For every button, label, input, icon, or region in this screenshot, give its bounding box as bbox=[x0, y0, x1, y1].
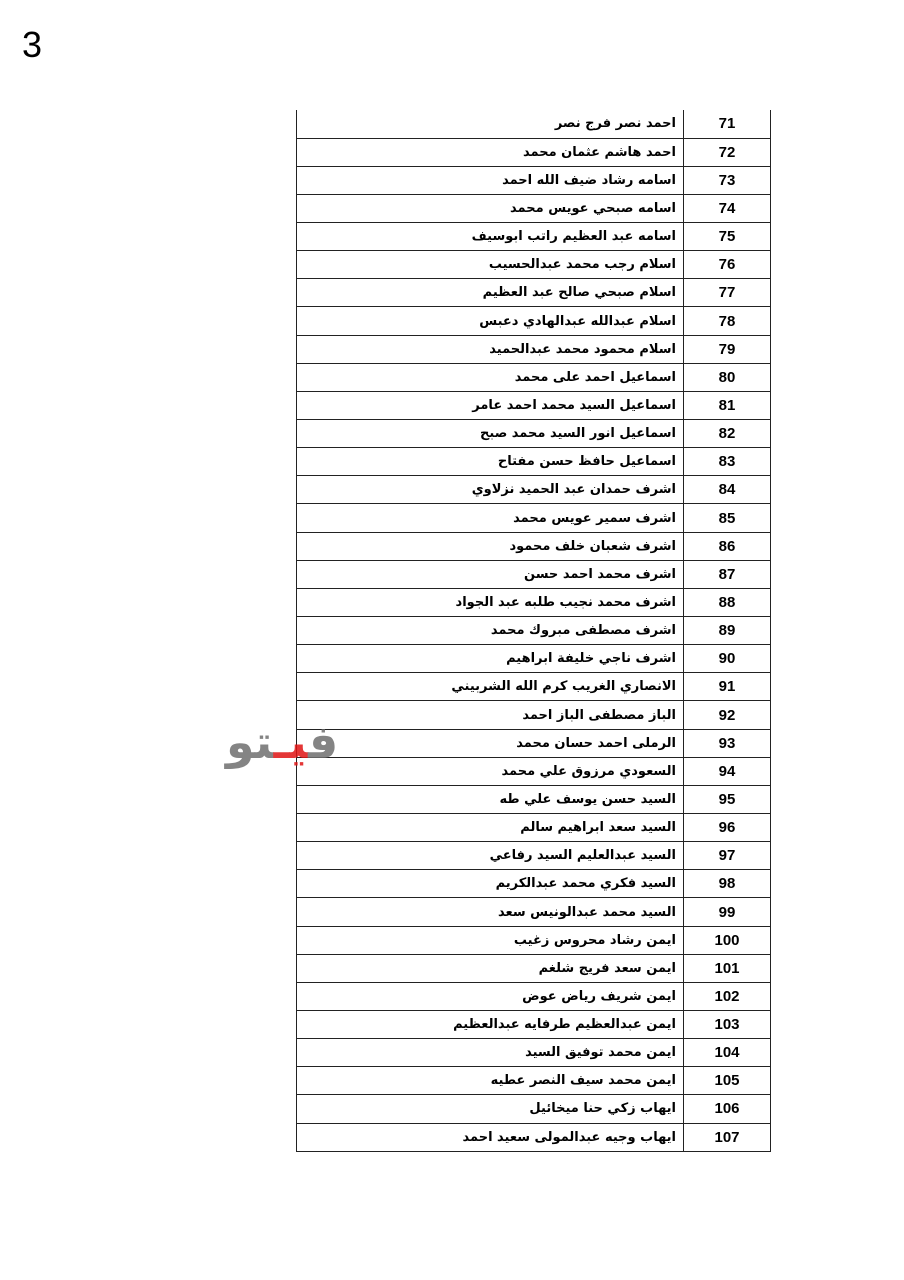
row-number: 85 bbox=[684, 504, 771, 532]
table-row bbox=[297, 448, 771, 476]
table-row bbox=[297, 335, 771, 363]
table-row bbox=[297, 476, 771, 504]
row-name: اشرف محمد احمد حسن bbox=[297, 560, 684, 588]
names-table bbox=[296, 110, 771, 1152]
table-row bbox=[297, 194, 771, 222]
row-number: 92 bbox=[684, 701, 771, 729]
row-name: ايمن محمد توفيق السيد bbox=[297, 1039, 684, 1067]
watermark-part-2: يـ bbox=[273, 715, 309, 769]
row-name: اسامه صبحي عويس محمد bbox=[297, 194, 684, 222]
table-row bbox=[297, 842, 771, 870]
row-number: 86 bbox=[684, 532, 771, 560]
row-name: السعودي مرزوق علي محمد bbox=[297, 757, 684, 785]
table-row bbox=[297, 1039, 771, 1067]
row-name: اسماعيل انور السيد محمد صبح bbox=[297, 420, 684, 448]
row-number: 104 bbox=[684, 1039, 771, 1067]
row-name: الرملى احمد حسان محمد bbox=[297, 729, 684, 757]
row-number: 77 bbox=[684, 279, 771, 307]
row-name: اسلام عبدالله عبدالهادي دعبس bbox=[297, 307, 684, 335]
row-number: 99 bbox=[684, 898, 771, 926]
row-name: اسلام رجب محمد عبدالحسيب bbox=[297, 251, 684, 279]
row-name: اشرف ناجي خليفة ابراهيم bbox=[297, 645, 684, 673]
row-name: الانصاري الغريب كرم الله الشربيني bbox=[297, 673, 684, 701]
names-table-body bbox=[297, 110, 771, 1151]
row-number: 84 bbox=[684, 476, 771, 504]
row-number: 78 bbox=[684, 307, 771, 335]
watermark-part-1: ف bbox=[308, 715, 339, 769]
row-number: 98 bbox=[684, 870, 771, 898]
row-number: 81 bbox=[684, 391, 771, 419]
table-row bbox=[297, 870, 771, 898]
row-name: السيد عبدالعليم السيد رفاعي bbox=[297, 842, 684, 870]
row-number: 83 bbox=[684, 448, 771, 476]
table-row bbox=[297, 926, 771, 954]
row-number: 74 bbox=[684, 194, 771, 222]
row-name: ايمن شريف رياض عوض bbox=[297, 982, 684, 1010]
row-number: 105 bbox=[684, 1067, 771, 1095]
row-name: اسامه رشاد ضيف الله احمد bbox=[297, 166, 684, 194]
row-number: 90 bbox=[684, 645, 771, 673]
row-name: اسماعيل حافظ حسن مفتاح bbox=[297, 448, 684, 476]
table-row bbox=[297, 645, 771, 673]
table-row bbox=[297, 785, 771, 813]
row-name: ايمن محمد سيف النصر عطيه bbox=[297, 1067, 684, 1095]
row-name: ايهاب زكي حنا ميخائيل bbox=[297, 1095, 684, 1123]
row-number: 72 bbox=[684, 138, 771, 166]
table-row bbox=[297, 729, 771, 757]
table-row bbox=[297, 251, 771, 279]
row-name: ايمن رشاد محروس زغيب bbox=[297, 926, 684, 954]
table-row bbox=[297, 279, 771, 307]
row-name: ايهاب وجيه عبدالمولى سعيد احمد bbox=[297, 1123, 684, 1151]
table-row bbox=[297, 982, 771, 1010]
table-row bbox=[297, 223, 771, 251]
row-number: 75 bbox=[684, 223, 771, 251]
table-row bbox=[297, 420, 771, 448]
row-name: اشرف حمدان عبد الحميد نزلاوي bbox=[297, 476, 684, 504]
row-name: السيد فكري محمد عبدالكريم bbox=[297, 870, 684, 898]
row-name: السيد حسن يوسف علي طه bbox=[297, 785, 684, 813]
watermark-part-3: تو bbox=[226, 715, 274, 769]
row-name: اشرف سمير عويس محمد bbox=[297, 504, 684, 532]
row-number: 80 bbox=[684, 363, 771, 391]
table-row bbox=[297, 757, 771, 785]
table-row bbox=[297, 1067, 771, 1095]
row-number: 101 bbox=[684, 954, 771, 982]
table-row bbox=[297, 166, 771, 194]
row-name: ايمن عبدالعظيم طرفايه عبدالعظيم bbox=[297, 1011, 684, 1039]
row-number: 87 bbox=[684, 560, 771, 588]
table-row bbox=[297, 814, 771, 842]
table-row bbox=[297, 898, 771, 926]
table-row bbox=[297, 1095, 771, 1123]
row-number: 103 bbox=[684, 1011, 771, 1039]
table-row bbox=[297, 673, 771, 701]
row-number: 76 bbox=[684, 251, 771, 279]
row-name: السيد محمد عبدالونيس سعد bbox=[297, 898, 684, 926]
table-row bbox=[297, 1011, 771, 1039]
table-row bbox=[297, 532, 771, 560]
table-row bbox=[297, 363, 771, 391]
row-number: 94 bbox=[684, 757, 771, 785]
row-number: 91 bbox=[684, 673, 771, 701]
row-name: الباز مصطفى الباز احمد bbox=[297, 701, 684, 729]
row-name: اشرف محمد نجيب طلبه عبد الجواد bbox=[297, 588, 684, 616]
table-row bbox=[297, 110, 771, 138]
row-name: احمد هاشم عثمان محمد bbox=[297, 138, 684, 166]
page-number: 3 bbox=[22, 24, 43, 65]
row-name: اسماعيل احمد على محمد bbox=[297, 363, 684, 391]
table-row bbox=[297, 560, 771, 588]
row-name: اشرف شعبان خلف محمود bbox=[297, 532, 684, 560]
row-name: اسلام محمود محمد عبدالحميد bbox=[297, 335, 684, 363]
row-name: احمد نصر فرج نصر bbox=[297, 110, 684, 138]
row-number: 95 bbox=[684, 785, 771, 813]
row-number: 79 bbox=[684, 335, 771, 363]
row-name: السيد سعد ابراهيم سالم bbox=[297, 814, 684, 842]
row-number: 89 bbox=[684, 617, 771, 645]
row-name: اسامه عبد العظيم راتب ابوسيف bbox=[297, 223, 684, 251]
row-name: اشرف مصطفى مبروك محمد bbox=[297, 617, 684, 645]
row-number: 88 bbox=[684, 588, 771, 616]
table-row bbox=[297, 617, 771, 645]
row-number: 97 bbox=[684, 842, 771, 870]
table-row bbox=[297, 588, 771, 616]
table-row bbox=[297, 504, 771, 532]
row-name: ايمن سعد فريج شلغم bbox=[297, 954, 684, 982]
row-number: 102 bbox=[684, 982, 771, 1010]
row-number: 93 bbox=[684, 729, 771, 757]
row-number: 100 bbox=[684, 926, 771, 954]
row-number: 73 bbox=[684, 166, 771, 194]
table-row bbox=[297, 701, 771, 729]
row-number: 107 bbox=[684, 1123, 771, 1151]
table-row bbox=[297, 391, 771, 419]
row-name: اسلام صبحي صالح عبد العظيم bbox=[297, 279, 684, 307]
row-number: 71 bbox=[684, 110, 771, 138]
row-number: 106 bbox=[684, 1095, 771, 1123]
table-row bbox=[297, 954, 771, 982]
table-row bbox=[297, 138, 771, 166]
row-number: 96 bbox=[684, 814, 771, 842]
row-number: 82 bbox=[684, 420, 771, 448]
row-name: اسماعيل السيد محمد احمد عامر bbox=[297, 391, 684, 419]
table-row bbox=[297, 307, 771, 335]
table-row bbox=[297, 1123, 771, 1151]
